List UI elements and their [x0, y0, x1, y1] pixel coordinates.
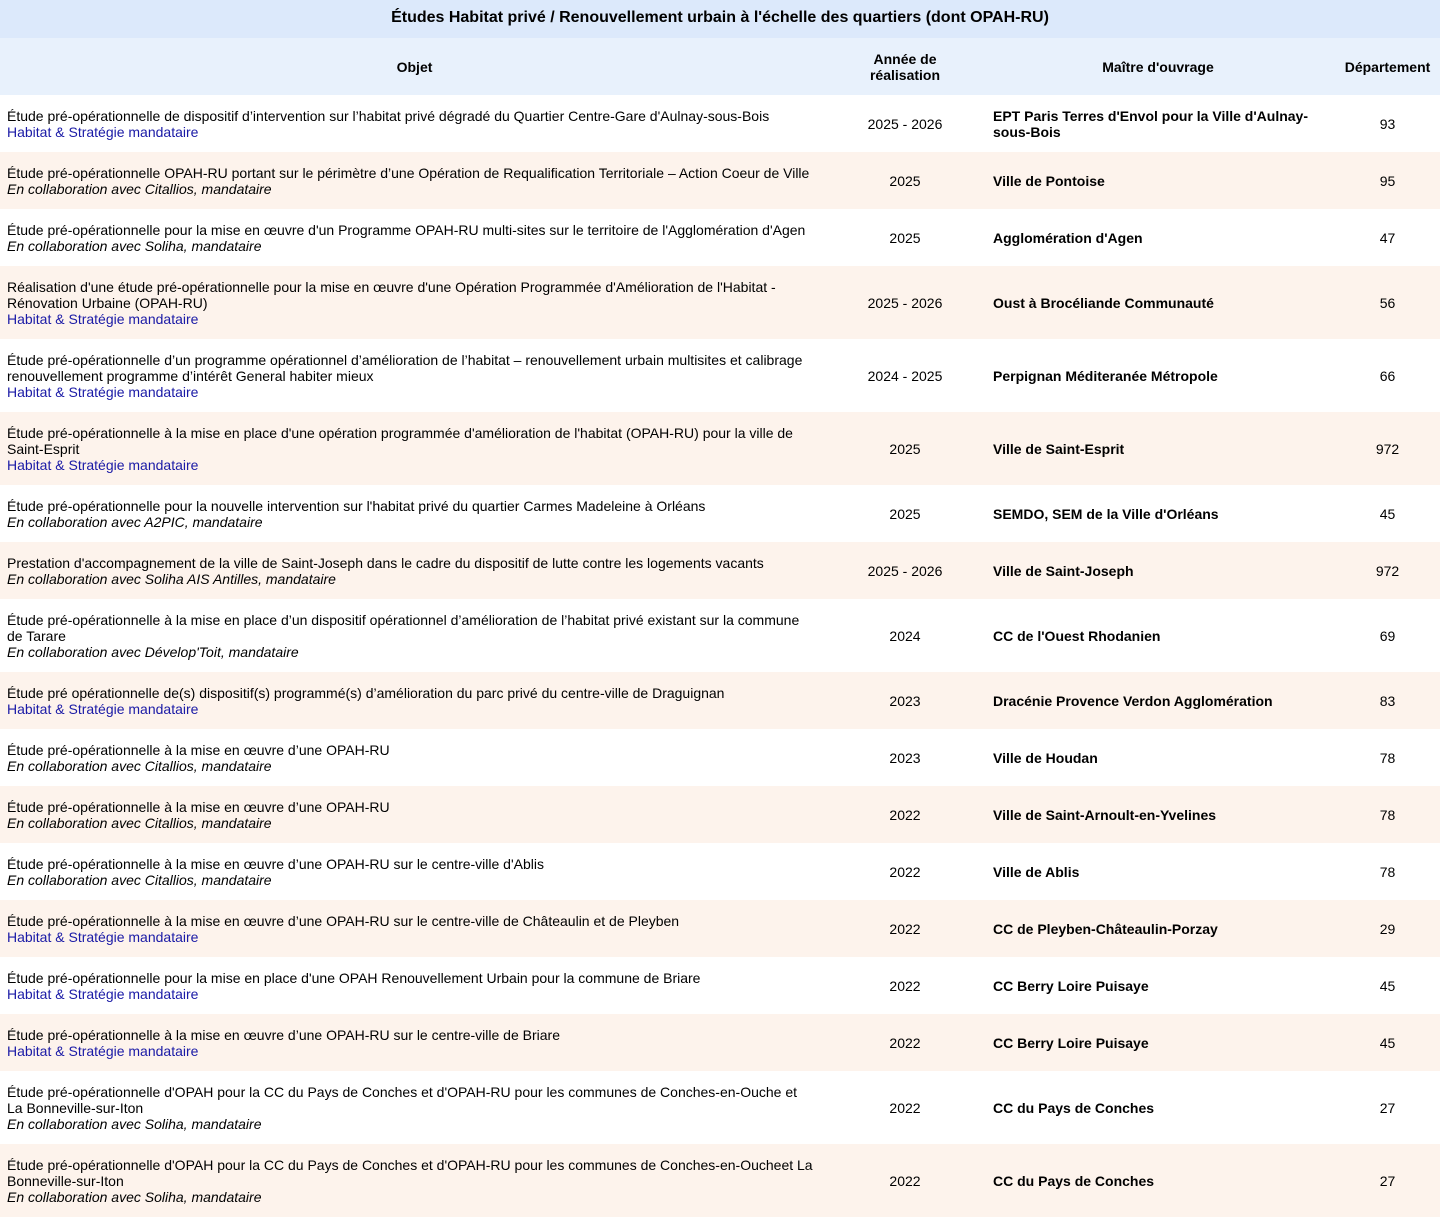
annee-cell: 2022: [889, 920, 921, 937]
departement-cell: 78: [1379, 863, 1396, 880]
departement-cell: 27: [1379, 1099, 1396, 1116]
departement-cell: 45: [1379, 505, 1396, 522]
objet-cell: [0, 485, 829, 542]
table-row: [0, 599, 1440, 672]
table-row: [0, 1014, 1440, 1071]
departement-cell: 972: [1375, 562, 1400, 579]
objet-cell: [0, 209, 829, 266]
objet-text: Prestation d'accompagnement de la ville de Saint-Joseph dans le cadre du dispositif de lutte contre les logements vacants: [7, 554, 764, 571]
objet-cell: [0, 786, 829, 843]
partner-text: Habitat & Stratégie mandataire: [7, 310, 199, 327]
table-row: [0, 339, 1440, 412]
objet-text: Étude pré-opérationnelle d'OPAH pour la CC du Pays de Conches et d'OPAH-RU pour les communes de Conches-en-Oucheet La Bonneville-sur-Iton: [7, 1156, 813, 1189]
table-title: Études Habitat privé / Renouvellement urbain à l'échelle des quartiers (dont OPAH-RU): [0, 0, 1440, 38]
departement-cell: 83: [1379, 692, 1396, 709]
annee-cell: 2025: [889, 229, 921, 246]
objet-text: Étude pré-opérationnelle d'OPAH pour la CC du Pays de Conches et d'OPAH-RU pour les communes de Conches-en-Ouche et La Bonneville-sur-Iton: [7, 1083, 798, 1116]
objet-cell: [0, 1144, 829, 1217]
annee-cell: 2025 - 2026: [867, 294, 943, 311]
maitre-cell: CC du Pays de Conches: [993, 1172, 1155, 1189]
maitre-cell: Agglomération d'Agen: [993, 229, 1143, 246]
maitre-cell: Ville de Pontoise: [993, 172, 1105, 189]
objet-cell: [0, 672, 829, 729]
maitre-cell: Ville de Saint-Joseph: [993, 562, 1134, 579]
objet-cell: [0, 729, 829, 786]
maitre-cell: EPT Paris Terres d'Envol pour la Ville d'Aulnay-sous-Bois: [993, 107, 1309, 140]
table-row: [0, 672, 1440, 729]
table-row: [0, 266, 1440, 339]
maitre-cell: Ville de Houdan: [993, 749, 1098, 766]
column-header-departement: Département: [1344, 58, 1431, 75]
studies-table: [0, 38, 1440, 1217]
table-row: [0, 729, 1440, 786]
departement-cell: 56: [1379, 294, 1396, 311]
table-row: [0, 412, 1440, 485]
table-row: [0, 957, 1440, 1014]
departement-cell: 29: [1379, 920, 1396, 937]
partner-text: En collaboration avec Soliha, mandataire: [7, 1115, 262, 1132]
maitre-cell: SEMDO, SEM de la Ville d'Orléans: [993, 505, 1219, 522]
partner-text: En collaboration avec Citallios, mandataire: [7, 814, 272, 831]
maitre-cell: Dracénie Provence Verdon Agglomération: [993, 692, 1273, 709]
objet-text: Étude pré-opérationnelle à la mise en œuvre d’une OPAH-RU: [7, 798, 390, 815]
partner-text: Habitat & Stratégie mandataire: [7, 985, 199, 1002]
maitre-cell: CC de Pleyben-Châteaulin-Porzay: [993, 920, 1218, 937]
departement-cell: 47: [1379, 229, 1396, 246]
objet-cell: [0, 843, 829, 900]
partner-text: Habitat & Stratégie mandataire: [7, 456, 199, 473]
objet-cell: [0, 339, 829, 412]
table-row: [0, 542, 1440, 599]
table-row: [0, 1071, 1440, 1144]
column-header-maitre: Maître d'ouvrage: [1102, 58, 1214, 75]
objet-cell: [0, 542, 829, 599]
annee-cell: 2024 - 2025: [867, 367, 943, 384]
partner-text: Habitat & Stratégie mandataire: [7, 1042, 199, 1059]
departement-cell: 45: [1379, 1034, 1396, 1051]
partner-text: Habitat & Stratégie mandataire: [7, 700, 199, 717]
annee-cell: 2023: [889, 692, 921, 709]
objet-text: Étude pré-opérationnelle OPAH-RU portant sur le périmètre d’une Opération de Requalification Territoriale – Action Coeur de Ville: [7, 164, 810, 181]
table-row: [0, 1144, 1440, 1217]
column-header-annee: [829, 38, 981, 95]
partner-text: Habitat & Stratégie mandataire: [7, 928, 199, 945]
maitre-cell: CC Berry Loire Puisaye: [993, 1034, 1149, 1051]
table-row: [0, 152, 1440, 209]
objet-text: Étude pré opérationnelle de(s) dispositif(s) programmé(s) d’amélioration du parc privé du centre-ville de Draguignan: [7, 684, 725, 701]
objet-cell: [0, 1014, 829, 1071]
annee-cell: 2025: [889, 440, 921, 457]
departement-cell: 78: [1379, 749, 1396, 766]
departement-cell: 78: [1379, 806, 1396, 823]
objet-text: Étude pré-opérationnelle à la mise en œuvre d’une OPAH-RU sur le centre-ville d'Ablis: [7, 855, 544, 872]
objet-cell: [0, 152, 829, 209]
annee-cell: 2022: [889, 1034, 921, 1051]
objet-cell: [0, 412, 829, 485]
maitre-cell: CC de l'Ouest Rhodanien: [993, 627, 1161, 644]
objet-text: Étude pré-opérationnelle pour la nouvelle intervention sur l'habitat privé du quartier Carmes Madeleine à Orléans: [7, 497, 706, 514]
annee-cell: 2025: [889, 505, 921, 522]
table-header-row: [0, 38, 1440, 95]
annee-cell: 2022: [889, 863, 921, 880]
annee-cell: 2023: [889, 749, 921, 766]
objet-text: Étude pré-opérationnelle à la mise en œuvre d’une OPAH-RU: [7, 741, 390, 758]
table-row: [0, 485, 1440, 542]
annee-cell: 2025 - 2026: [867, 115, 943, 132]
maitre-cell: Ville de Saint-Esprit: [993, 440, 1125, 457]
annee-cell: 2022: [889, 806, 921, 823]
objet-text: Étude pré-opérationnelle à la mise en place d’un dispositif opérationnel d’amélioration de l’habitat privé existant sur la commune de Tarare: [7, 611, 800, 644]
departement-cell: 66: [1379, 367, 1396, 384]
annee-cell: 2025: [889, 172, 921, 189]
objet-cell: [0, 599, 829, 672]
maitre-cell: CC Berry Loire Puisaye: [993, 977, 1149, 994]
objet-text: Étude pré-opérationnelle d’un programme opérationnel d’amélioration de l’habitat – renouvellement urbain multisites et calibrage renouvellement programme d’intérêt General habiter mieux: [7, 351, 803, 384]
column-header-annee-line2: réalisation: [869, 66, 941, 83]
objet-cell: [0, 95, 829, 152]
column-header-objet: Objet: [396, 58, 433, 75]
partner-text: En collaboration avec Soliha, mandataire: [7, 237, 262, 254]
departement-cell: 27: [1379, 1172, 1396, 1189]
objet-cell: [0, 1071, 829, 1144]
partner-text: En collaboration avec Soliha, mandataire: [7, 1188, 262, 1205]
objet-text: Étude pré-opérationnelle pour la mise en œuvre d'un Programme OPAH-RU multi-sites sur le territoire de l'Agglomération d'Agen: [7, 221, 806, 238]
objet-cell: [0, 957, 829, 1014]
objet-cell: [0, 266, 829, 339]
departement-cell: 69: [1379, 627, 1396, 644]
annee-cell: 2022: [889, 977, 921, 994]
table-row: [0, 95, 1440, 152]
column-header-annee-line1: Année de: [873, 50, 937, 67]
objet-text: Réalisation d'une étude pré-opérationnelle pour la mise en œuvre d'une Opération Programmée d'Amélioration de l'Habitat - Rénovation Urbaine (OPAH-RU): [7, 278, 776, 311]
objet-text: Étude pré-opérationnelle pour la mise en place d'une OPAH Renouvellement Urbain pour la commune de Briare: [7, 969, 701, 986]
departement-cell: 972: [1375, 440, 1400, 457]
annee-cell: 2022: [889, 1099, 921, 1116]
objet-text: Étude pré-opérationnelle à la mise en œuvre d’une OPAH-RU sur le centre-ville de Châteaulin et de Pleyben: [7, 912, 680, 929]
partner-text: En collaboration avec Soliha AIS Antilles, mandataire: [7, 570, 336, 587]
partner-text: En collaboration avec Citallios, mandataire: [7, 180, 272, 197]
maitre-cell: Ville de Saint-Arnoult-en-Yvelines: [993, 806, 1217, 823]
table-row: [0, 209, 1440, 266]
partner-text: Habitat & Stratégie mandataire: [7, 123, 199, 140]
annee-cell: 2022: [889, 1172, 921, 1189]
objet-text: Étude pré-opérationnelle de dispositif d’intervention sur l’habitat privé dégradé du Quartier Centre-Gare d'Aulnay-sous-Bois: [7, 107, 770, 124]
maitre-cell: Oust à Brocéliande Communauté: [993, 294, 1214, 311]
maitre-cell: CC du Pays de Conches: [993, 1099, 1155, 1116]
maitre-cell: Ville de Ablis: [993, 863, 1080, 880]
partner-text: En collaboration avec Citallios, mandataire: [7, 871, 272, 888]
annee-cell: 2025 - 2026: [867, 562, 943, 579]
departement-cell: 45: [1379, 977, 1396, 994]
table-row: [0, 786, 1440, 843]
departement-cell: 93: [1379, 115, 1396, 132]
departement-cell: 95: [1379, 172, 1396, 189]
maitre-cell: Perpignan Méditeranée Métropole: [993, 367, 1218, 384]
partner-text: En collaboration avec Citallios, mandataire: [7, 757, 272, 774]
objet-text: Étude pré-opérationnelle à la mise en place d'une opération programmée d'amélioration de l'habitat (OPAH-RU) pour la ville de Saint-Esprit: [7, 424, 793, 457]
table-row: [0, 843, 1440, 900]
annee-cell: 2024: [889, 627, 921, 644]
objet-cell: [0, 900, 829, 957]
partner-text: En collaboration avec A2PIC, mandataire: [7, 513, 263, 530]
objet-text: Étude pré-opérationnelle à la mise en œuvre d’une OPAH-RU sur le centre-ville de Briare: [7, 1026, 560, 1043]
partner-text: Habitat & Stratégie mandataire: [7, 383, 199, 400]
table-row: [0, 900, 1440, 957]
partner-text: En collaboration avec Dévelop'Toit, mandataire: [7, 643, 299, 660]
